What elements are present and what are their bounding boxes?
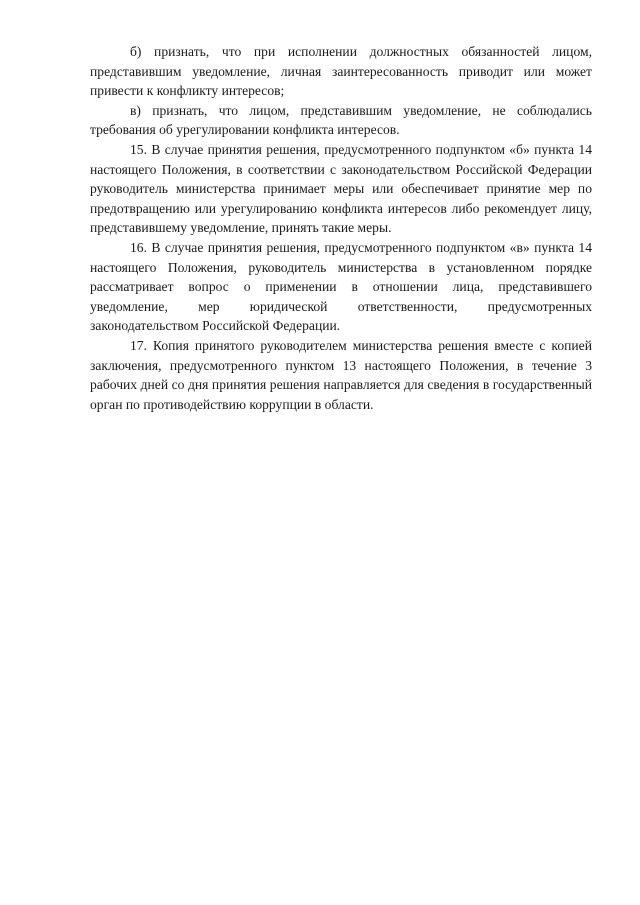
paragraph-subpoint-v: в) признать, что лицом, представившим уведомление, не соблюдались требования об урегулировании конфликта интересов. (90, 102, 592, 138)
document-body (90, 42, 592, 414)
paragraph-item-16: 16. В случае принятия решения, предусмотренного подпунктом «в» пункта 14 настоящего Положения, руководитель министерства в установленном порядке рассматривает вопрос о применении в отношении лица, представившего уведомление, мер юридической ответственности, предусмотренных законодательством Российской Федерации. (90, 239, 592, 334)
paragraph-item-17: 17. Копия принятого руководителем министерства решения вместе с копией заключения, предусмотренного пунктом 13 настоящего Положения, в течение 3 рабочих дней со дня принятия решения направляется для сведения в государственный орган по противодействию коррупции в области. (90, 337, 592, 412)
paragraph-subpoint-b: б) признать, что при исполнении должностных обязанностей лицом, представившим уведомление, личная заинтересованность приводит или может привести к конфликту интересов; (90, 44, 592, 99)
paragraph-item-15: 15. В случае принятия решения, предусмотренного подпунктом «б» пункта 14 настоящего Положения, в соответствии с законодательством Российской Федерации руководитель министерства принимает меры или обеспечивает принятие мер по предотвращению или урегулированию конфликта интересов либо рекомендует лицу, представившему уведомление, принять такие меры. (90, 141, 592, 236)
